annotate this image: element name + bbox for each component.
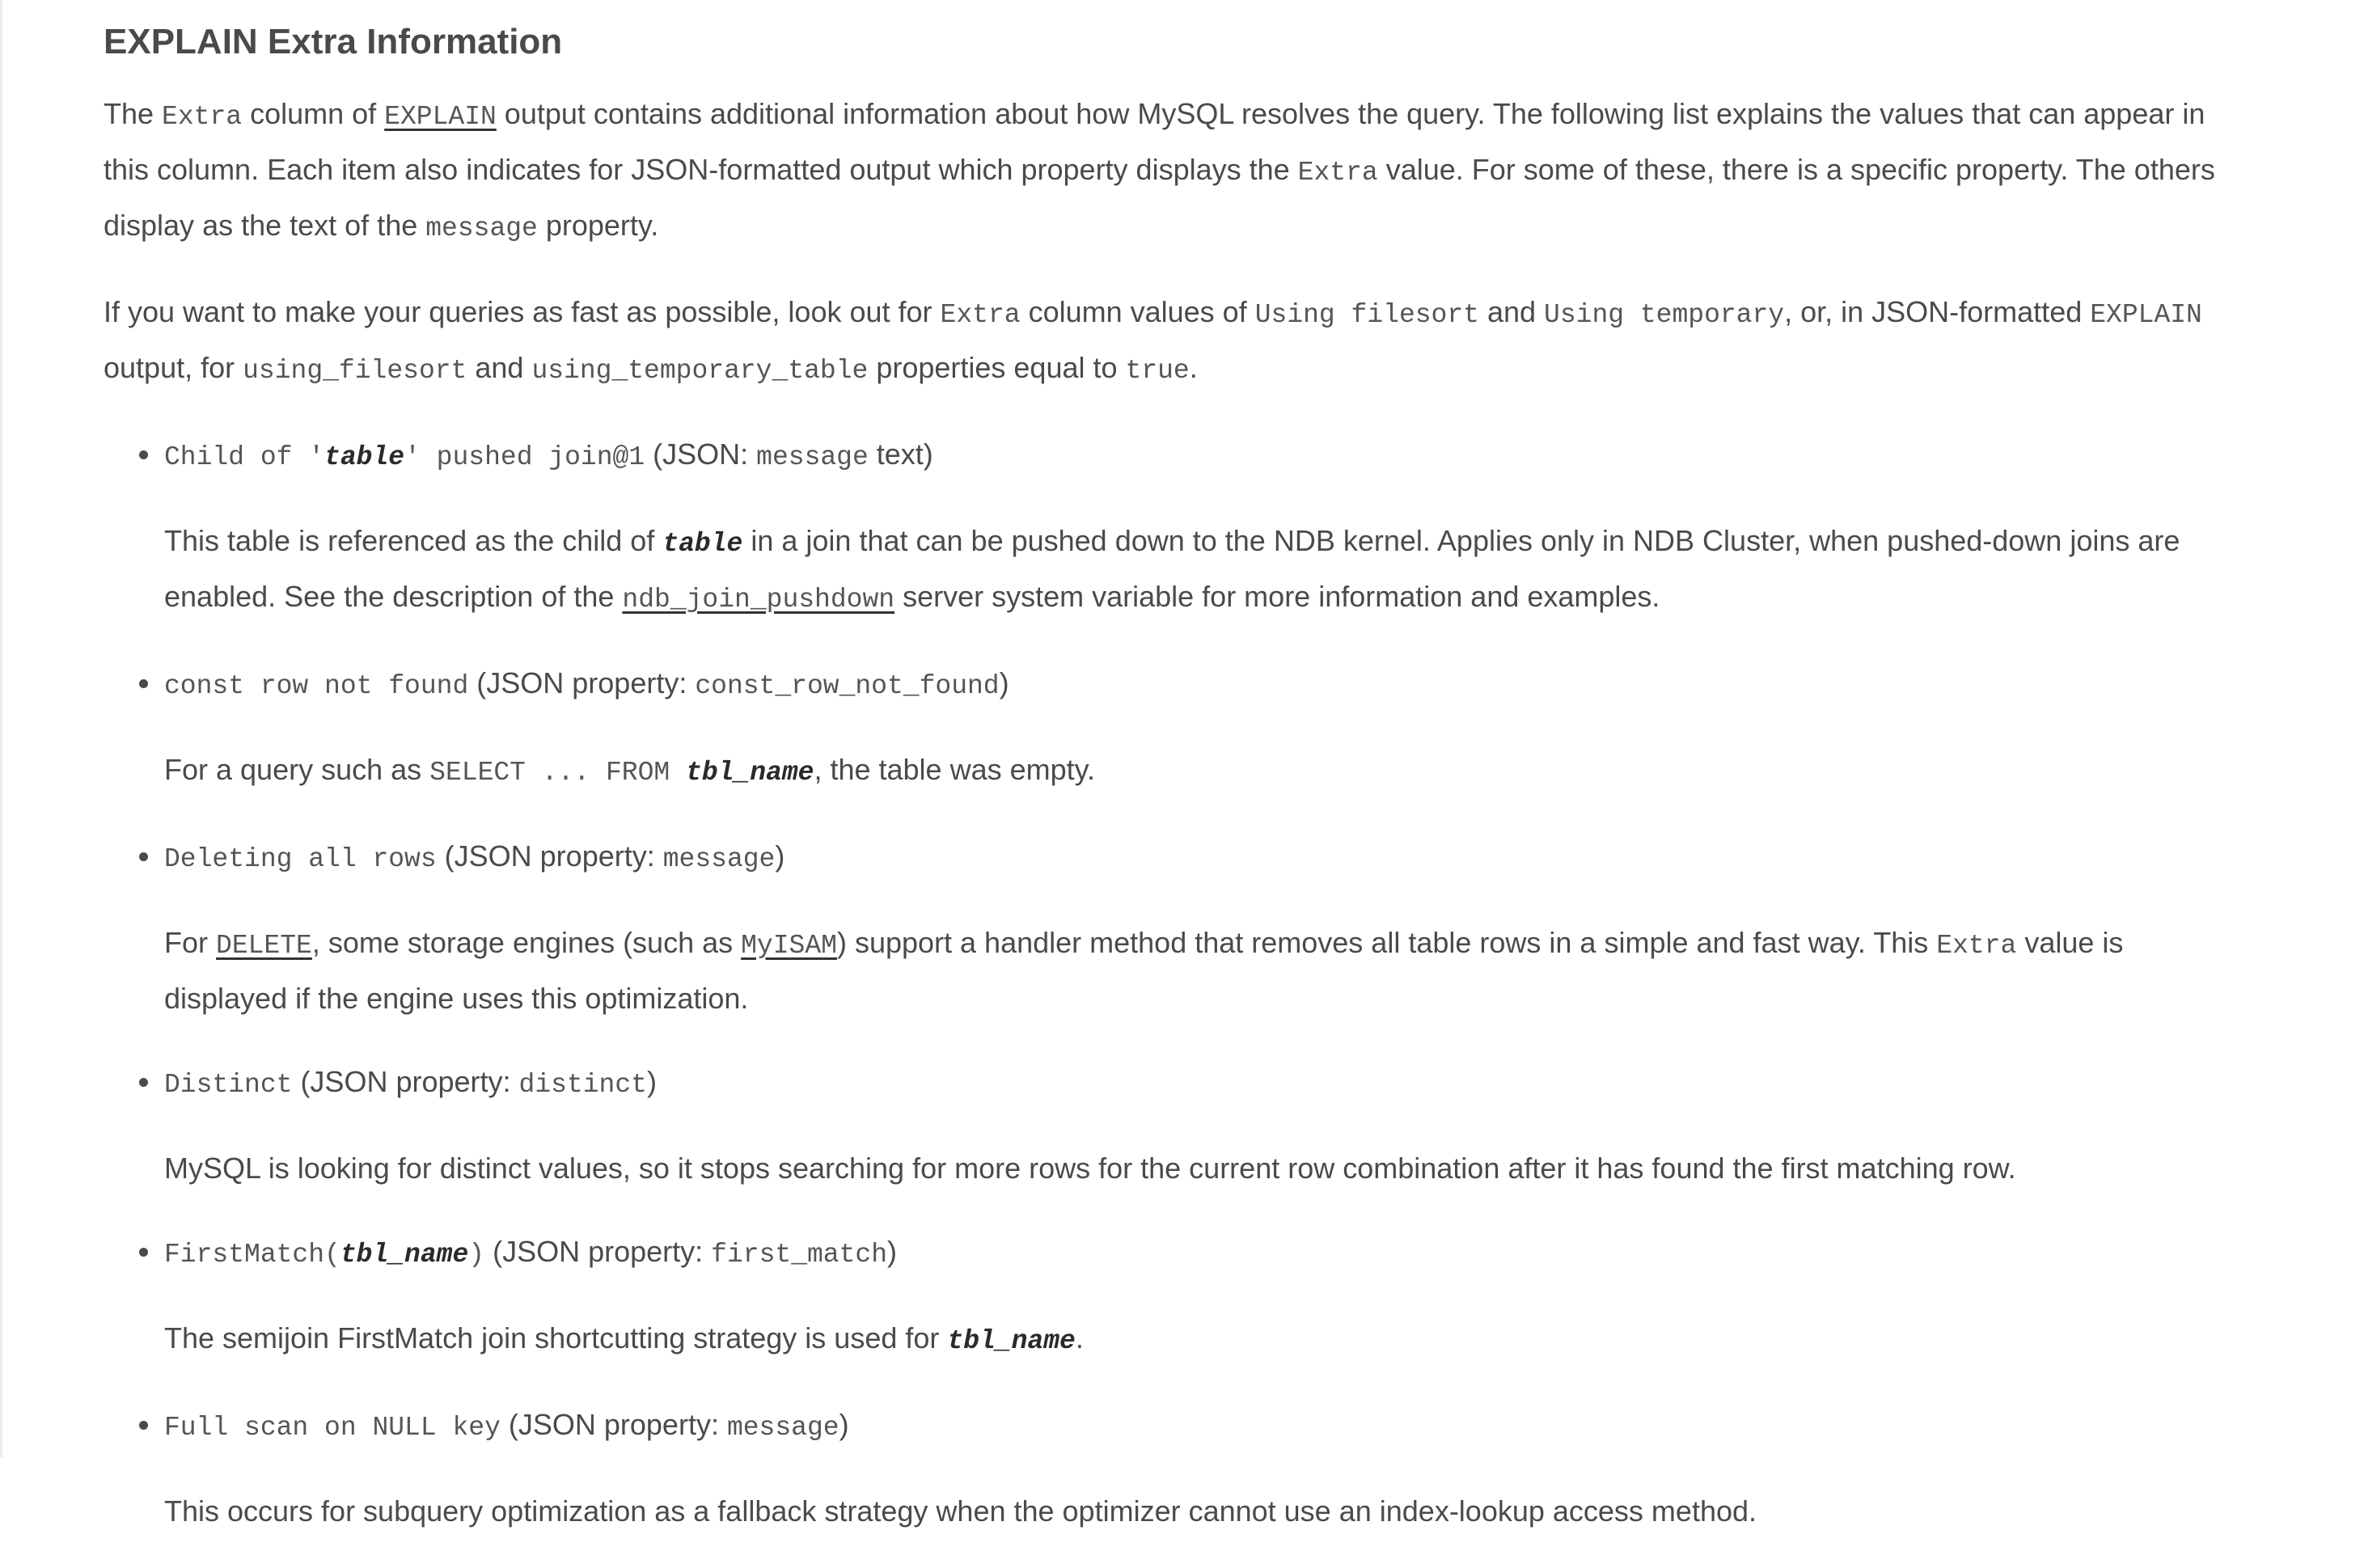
list-item bbox=[104, 830, 2239, 1025]
list-item bbox=[104, 1055, 2239, 1194]
code-extra: Extra bbox=[940, 300, 1021, 330]
bullet-icon bbox=[139, 852, 148, 861]
item-term: FirstMatch(tbl_name) (JSON property: first_match) bbox=[104, 1225, 2239, 1281]
left-border bbox=[0, 0, 2, 1457]
item-term: Full scan on NULL key (JSON property: message) bbox=[104, 1398, 2239, 1454]
delete-link[interactable]: DELETE bbox=[216, 931, 312, 961]
bullet-icon bbox=[139, 1421, 148, 1430]
code-using-temporary-table-prop: using_temporary_table bbox=[531, 356, 869, 386]
intro-paragraph-1: The Extra column of EXPLAIN output contains additional information about how MySQL resolves the query. The following list explains the values that can appear in this column. Each item also indicates for JSON-formatted output which property displays the Extra value. For some of these, there is a specific property. The others display as the text of the message property. bbox=[104, 97, 2215, 243]
ndb-join-pushdown-link[interactable]: ndb_join_pushdown bbox=[622, 585, 895, 615]
bullet-icon bbox=[139, 450, 148, 459]
bullet-icon bbox=[139, 1078, 148, 1087]
explain-link[interactable]: EXPLAIN bbox=[384, 102, 497, 132]
code-extra: Extra bbox=[1297, 158, 1378, 188]
item-description: For DELETE, some storage engines (such as MyISAM) support a handler method that removes all table rows in a simple and fast way. This Extra value is displayed if the engine uses this optimization. bbox=[164, 926, 2124, 1015]
item-description: MySQL is looking for distinct values, so it stops searching for more rows for the current row combination after it has found the first matching row. bbox=[164, 1152, 2016, 1185]
list-item bbox=[104, 1398, 2239, 1537]
list-item bbox=[104, 428, 2239, 626]
code-explain: EXPLAIN bbox=[2090, 300, 2202, 330]
myisam-link[interactable]: MyISAM bbox=[741, 931, 837, 961]
item-term: Child of 'table' pushed join@1 (JSON: message text) bbox=[104, 428, 2239, 484]
code-using-temporary: Using temporary bbox=[1544, 300, 1785, 330]
item-term: Distinct (JSON property: distinct) bbox=[104, 1055, 2239, 1111]
list-item bbox=[104, 1225, 2239, 1367]
article-content bbox=[104, 18, 2239, 1568]
extra-values-list bbox=[104, 428, 2239, 1537]
code-true: true bbox=[1125, 356, 1190, 386]
item-term: Deleting all rows (JSON property: message) bbox=[104, 830, 2239, 885]
item-description: The semijoin FirstMatch join shortcutting strategy is used for tbl_name. bbox=[164, 1321, 1084, 1356]
bullet-icon bbox=[139, 1248, 148, 1257]
section-heading: EXPLAIN Extra Information bbox=[104, 22, 563, 61]
item-description: This table is referenced as the child of table in a join that can be pushed down to the NDB kernel. Applies only in NDB Cluster, when pushed-down joins are enabled. See the description of the ndb_join_pushdown server system variable for more information and examples. bbox=[164, 524, 2180, 615]
code-extra: Extra bbox=[162, 102, 243, 132]
code-using-filesort: Using filesort bbox=[1254, 300, 1479, 330]
list-item bbox=[104, 657, 2239, 799]
bullet-icon bbox=[139, 679, 148, 688]
intro-paragraph-2: If you want to make your queries as fast as possible, look out for Extra column values of Using filesort and Using temporary, or, in JSON-formatted EXPLAIN output, for using_filesort and using_temporary_table properties equal to true. bbox=[104, 295, 2202, 386]
item-description: For a query such as SELECT ... FROM tbl_name, the table was empty. bbox=[164, 753, 1095, 788]
item-term: const row not found (JSON property: const_row_not_found) bbox=[104, 657, 2239, 712]
code-message: message bbox=[425, 213, 538, 243]
code-using-filesort-prop: using_filesort bbox=[243, 356, 467, 386]
item-description: This occurs for subquery optimization as a fallback strategy when the optimizer cannot use an index-lookup access method. bbox=[164, 1494, 1757, 1528]
